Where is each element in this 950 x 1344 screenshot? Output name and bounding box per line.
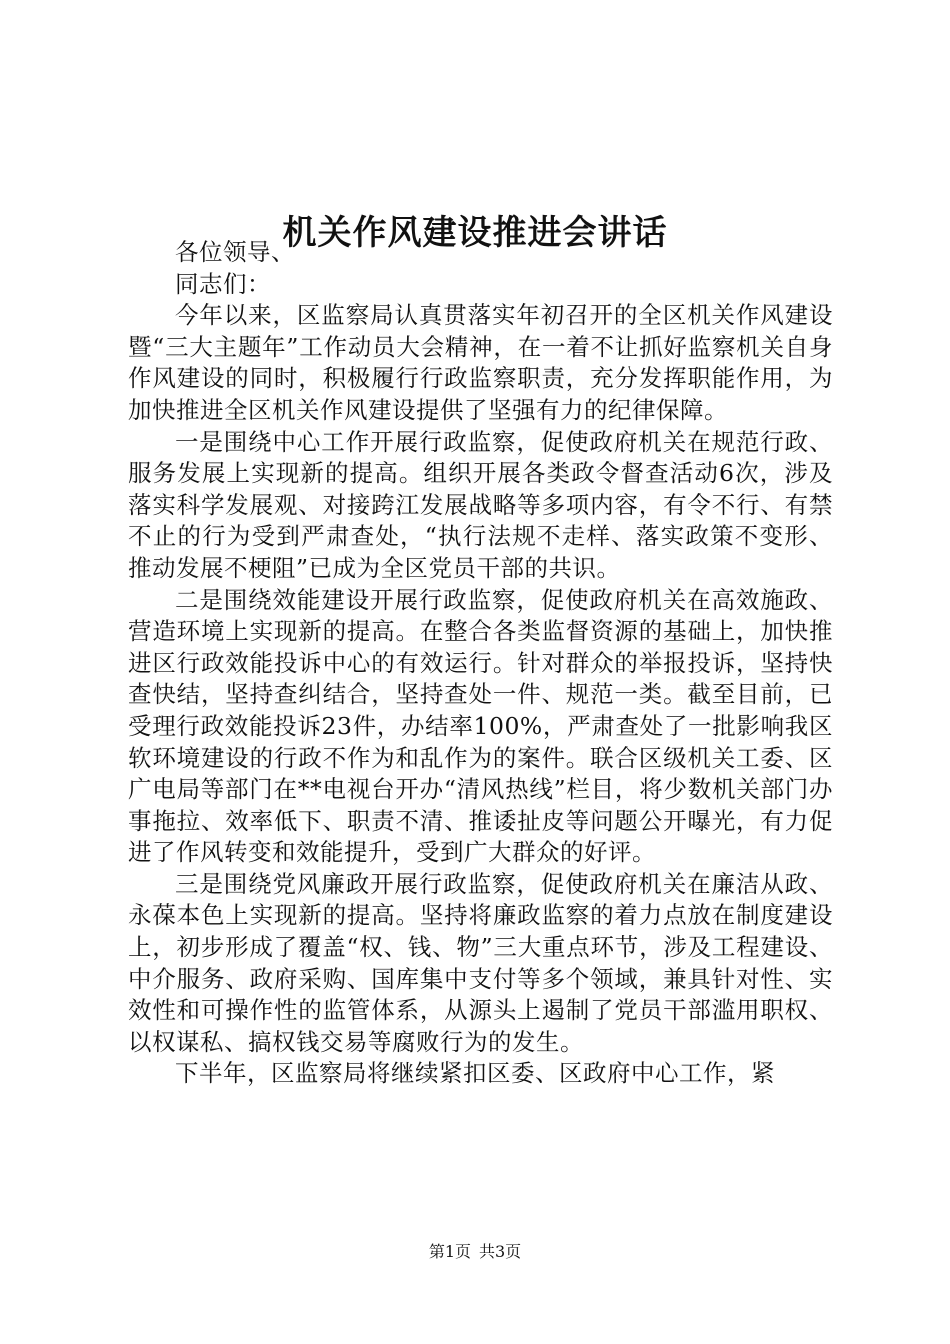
document-body	[128, 237, 833, 1090]
body-paragraph: 一是围绕中心工作开展行政监察，促使政府机关在规范行政、服务发展上实现新的提高。组织开展各类政令督查活动6次，涉及落实科学发展观、对接跨江发展战略等多项内容，有令不行、有禁不止的行为受到严肃查处，“执行法规不走样、落实政策不变形、推动发展不梗阻”已成为全区党员干部的共识。	[128, 427, 833, 582]
salutation-line: 同志们：	[175, 269, 271, 298]
body-paragraph: 二是围绕效能建设开展行政监察，促使政府机关在高效施政、营造环境上实现新的提高。在整合各类监督资源的基础上，加快推进区行政效能投诉中心的有效运行。针对群众的举报投诉，坚持快查快结，坚持查纠结合，坚持查处一件、规范一类。截至目前，已受理行政效能投诉23件，办结率100%，严肃查处了一批影响我区软环境建设的行政不作为和乱作为的案件。联合区级机关工委、区广电局等部门在**电视台开办“清风热线”栏目，将少数机关部门办事拖拉、效率低下、职责不清、推诿扯皮等问题公开曝光，有力促进了作风转变和效能提升，受到广大群众的好评。	[128, 585, 833, 867]
body-paragraph: 三是围绕党风廉政开展行政监察，促使政府机关在廉洁从政、永葆本色上实现新的提高。坚持将廉政监察的着力点放在制度建设上，初步形成了覆盖“权、钱、物”三大重点环节，涉及工程建设、中介服务、政府采购、国库集中支付等多个领域，兼具针对性、实效性和可操作性的监管体系，从源头上遏制了党员干部滥用职权、以权谋私、搞权钱交易等腐败行为的发生。	[128, 869, 833, 1056]
page-footer	[0, 1240, 950, 1264]
page-total: 共3页	[479, 1242, 522, 1261]
document-title: 机关作风建设推进会讲话	[282, 212, 668, 253]
body-paragraph: 下半年，区监察局将继续紧扣区委、区政府中心工作，紧	[175, 1059, 775, 1088]
body-paragraph: 今年以来，区监察局认真贯落实年初召开的全区机关作风建设暨“三大主题年”工作动员大会精神，在一着不让抓好监察机关自身作风建设的同时，积极履行行政监察职责，充分发挥职能作用，为加快推进全区机关作风建设提供了坚强有力的纪律保障。	[128, 301, 833, 424]
page-number: 第1页	[428, 1242, 471, 1261]
salutation-line: 各位领导、	[175, 238, 295, 266]
